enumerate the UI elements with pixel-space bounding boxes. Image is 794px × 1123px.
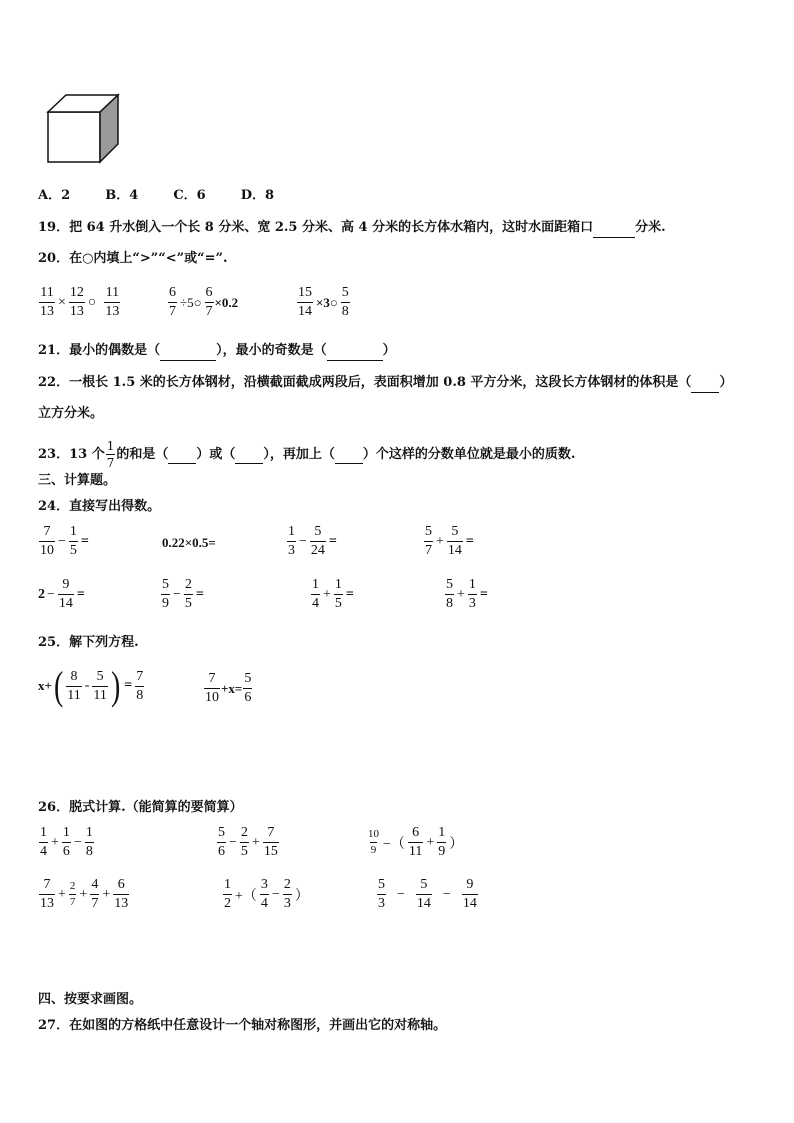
question-22: 22．一根长 1.5 米的长方体钢材，沿横截面截成两段后，表面积增加 0.8 平方分米，这段长方体钢材的体积是（ ）	[38, 374, 732, 393]
q24-r1-b: 0.22×0.5=	[162, 535, 216, 550]
q26-r1-b: $\frac{5}{6}$ − $\frac{2}{5}$ + $\frac{7}{15}$	[218, 825, 278, 859]
question-27: 27．在如图的方格纸中任意设计一个轴对称图形，并画出它的对称轴。	[38, 1018, 447, 1033]
option-a: A．2	[38, 188, 71, 203]
q24-r1-d: $\frac{5}{7}$ + $\frac{5}{14}$ =	[425, 524, 474, 558]
question-22-cont: 立方分米。	[38, 406, 104, 421]
question-25: 25．解下列方程.	[38, 635, 139, 650]
q26-r1-c: $\frac{10}{9}$ −（ $\frac{6}{11}$ + $\frac{1}{9}$ ）	[368, 825, 464, 859]
q18-options	[38, 187, 274, 205]
q24-r2-a: 2 − $\frac{9}{14}$ =	[38, 577, 85, 611]
question-19: 19．把 64 升水倒入一个长 8 分米、宽 2.5 分米、高 4 分米的长方体水箱内，这时水面距箱口 分米.	[38, 219, 666, 238]
q26-r2-c: $\frac{5}{3}$ − $\frac{5}{14}$ − $\frac{9}{14}$	[378, 877, 477, 911]
answer-blank	[593, 219, 635, 238]
cube-figure	[44, 92, 124, 166]
q25-equation-1: x+ ( $\frac{8}{11}$ - $\frac{5}{11}$ ) = $\frac{7}{8}$	[38, 663, 144, 708]
q20-item-1: $\frac{11}{13}$ × $\frac{12}{13}$ ○ $\frac{11}{13}$	[40, 285, 120, 319]
section-4-heading: 四、按要求画图。	[38, 992, 143, 1007]
q24-r2-b: $\frac{5}{9}$ − $\frac{2}{5}$ =	[162, 577, 204, 611]
q24-r2-c: $\frac{1}{4}$ + $\frac{1}{5}$ =	[312, 577, 354, 611]
question-23: 23．13 个 $\frac{1}{7}$ 的和是（ ）或（ ），再加上（ ）个这样的分数单位就是最小的质数.	[38, 439, 576, 470]
q26-r2-b: $\frac{1}{2}$ +（ $\frac{3}{4}$ − $\frac{2}{3}$ ）	[224, 877, 309, 911]
question-21: 21．最小的偶数是（ ），最小的奇数是（ ）	[38, 342, 396, 361]
question-26: 26．脱式计算.（能简算的要简算）	[38, 800, 243, 815]
option-b: B．4	[105, 188, 139, 203]
q24-r1-c: $\frac{1}{3}$ − $\frac{5}{24}$ =	[288, 524, 337, 558]
option-c: C．6	[173, 188, 206, 203]
question-24: 24．直接写出得数。	[38, 499, 161, 514]
q24-r1-a: $\frac{7}{10}$ − $\frac{1}{5}$ =	[40, 524, 89, 558]
question-20: 20．在○内填上“>”“<”或“=”.	[38, 251, 228, 266]
q20-item-3: $\frac{15}{14}$ ×3○ $\frac{5}{8}$	[298, 285, 349, 319]
q24-r2-d: $\frac{5}{8}$ + $\frac{1}{3}$ =	[446, 577, 488, 611]
compare-circle: ○	[87, 294, 97, 310]
option-d: D．8	[240, 188, 275, 203]
q20-item-2: $\frac{6}{7}$ ÷5○ $\frac{6}{7}$ ×0.2	[169, 285, 239, 319]
q25-equation-2: $\frac{7}{10}$ +x= $\frac{5}{6}$	[205, 671, 252, 705]
section-3-heading: 三、计算题。	[38, 473, 117, 488]
q26-r1-a: $\frac{1}{4}$ + $\frac{1}{6}$ − $\frac{1}{8}$	[40, 825, 93, 859]
q26-r2-a: $\frac{7}{13}$ + $\frac{2}{7}$ + $\frac{4}{7}$ + $\frac{6}{13}$	[40, 877, 129, 911]
